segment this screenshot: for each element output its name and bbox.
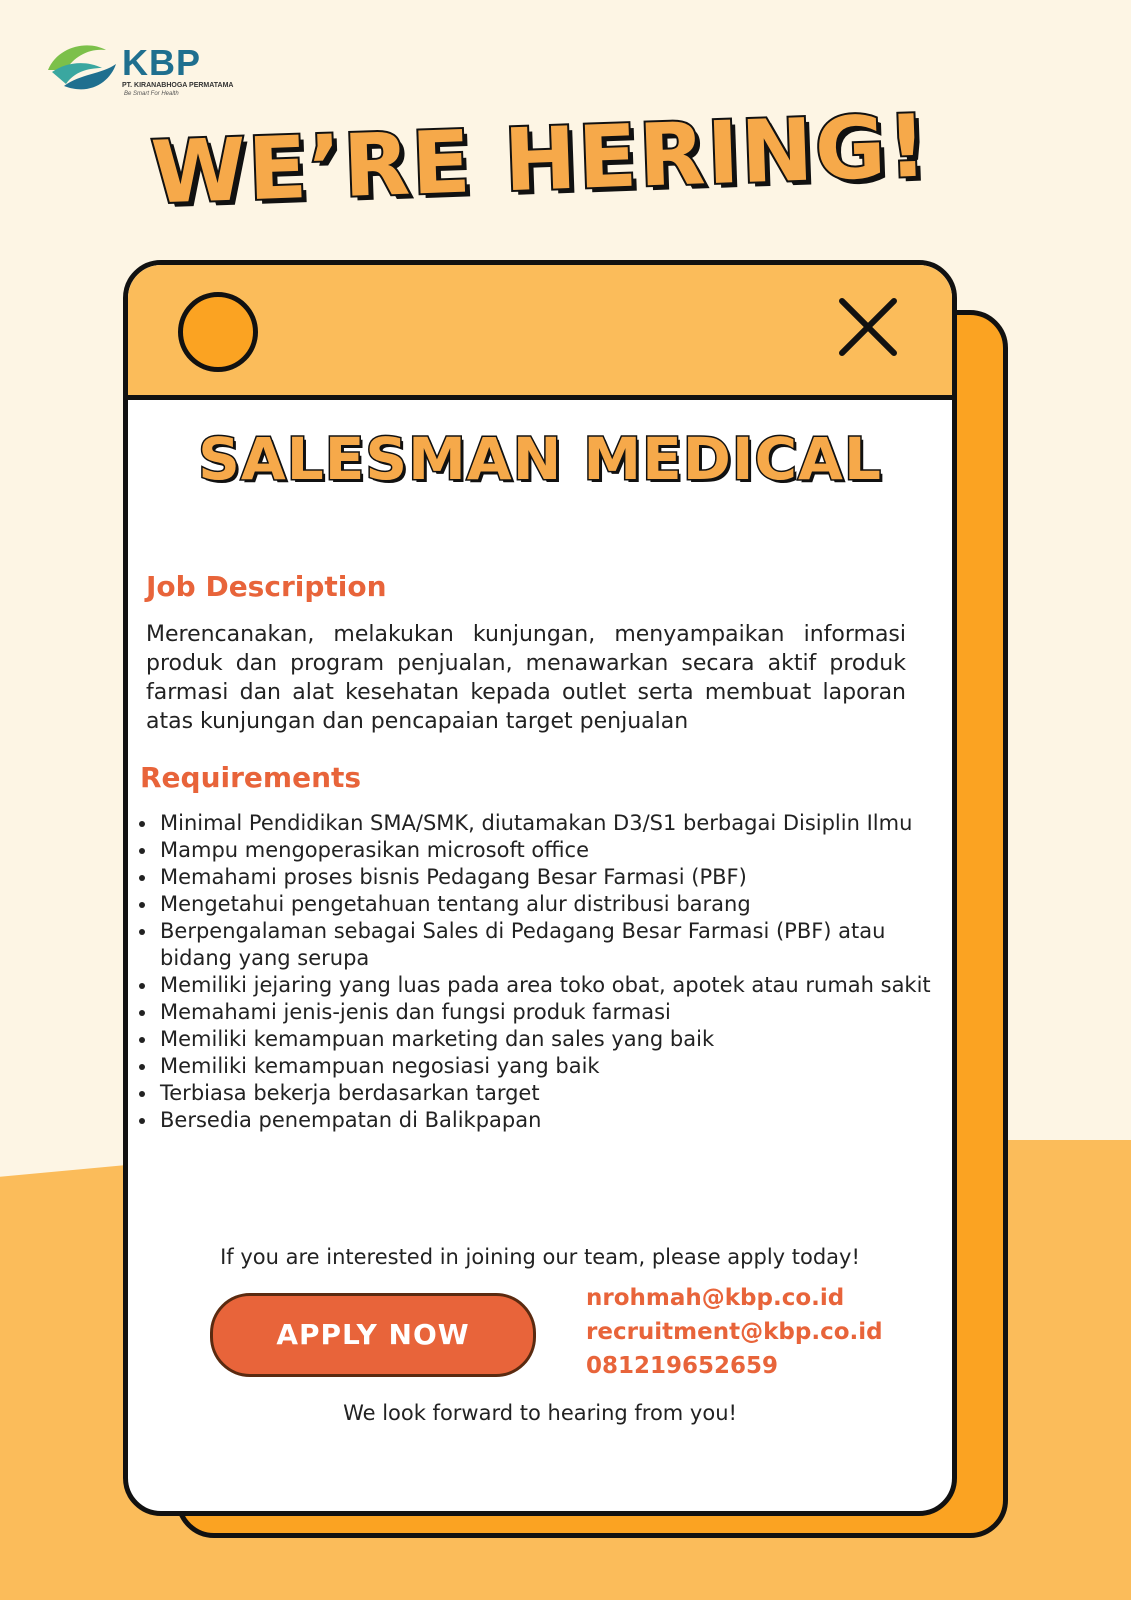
hiring-headline: WE’RE HERING! <box>149 96 931 224</box>
job-title: SALESMAN MEDICAL <box>198 425 882 493</box>
card-titlebar <box>128 265 952 400</box>
list-item: • Minimal Pendidikan SMA/SMK, diutamakan D3/S1 berbagai Disiplin Ilmu <box>158 810 957 837</box>
job-description-heading: Job Description <box>146 570 387 603</box>
job-card <box>123 260 957 1516</box>
list-item: • Memiliki kemampuan negosiasi yang baik <box>158 1053 957 1080</box>
list-item: • Memiliki jejaring yang luas pada area toko obat, apotek atau rumah sakit <box>158 972 957 999</box>
logo-tagline: Be Smart For Health <box>124 91 179 97</box>
apply-now-button[interactable]: APPLY NOW <box>210 1293 536 1377</box>
list-item: • Memahami proses bisnis Pedagang Besar Farmasi (PBF) <box>158 864 957 891</box>
contact-email-recruitment[interactable]: recruitment@kbp.co.id <box>586 1319 883 1345</box>
list-item: • Terbiasa bekerja berdasarkan target <box>158 1080 957 1107</box>
logo-company-name: PT. KIRANABHOGA PERMATAMA <box>122 82 234 89</box>
kbp-leaf-icon <box>44 40 120 96</box>
logo-wordmark: KBP <box>122 42 202 83</box>
contact-list <box>586 1281 883 1383</box>
contact-phone[interactable]: 081219652659 <box>586 1353 779 1379</box>
list-item: • Mampu mengoperasikan microsoft office <box>158 837 957 864</box>
job-description-text: Merencanakan, melakukan kunjungan, menyampaikan informasi produk dan program penjualan, menawarkan secara aktif produk farmasi dan alat kesehatan kepada outlet serta membuat laporan atas kunjungan dan pencapaian target penjualan <box>146 622 906 734</box>
requirements-list <box>140 810 957 1134</box>
list-item: • Memiliki kemampuan marketing dan sales yang baik <box>158 1026 957 1053</box>
list-item: • Mengetahui pengetahuan tentang alur distribusi barang <box>158 891 957 918</box>
close-icon[interactable] <box>836 295 900 359</box>
requirements-heading: Requirements <box>140 761 362 794</box>
closing-text: We look forward to hearing from you! <box>343 1401 737 1425</box>
circle-icon <box>178 292 258 372</box>
interest-text: If you are interested in joining our team, please apply today! <box>220 1245 860 1269</box>
list-item: • Bersedia penempatan di Balikpapan <box>158 1107 957 1134</box>
contact-email-primary[interactable]: nrohmah@kbp.co.id <box>586 1285 845 1311</box>
company-logo <box>44 40 234 100</box>
list-item: • Memahami jenis-jenis dan fungsi produk farmasi <box>158 999 957 1026</box>
list-item: • Berpengalaman sebagai Sales di Pedagang Besar Farmasi (PBF) atau bidang yang serupa <box>158 918 957 972</box>
